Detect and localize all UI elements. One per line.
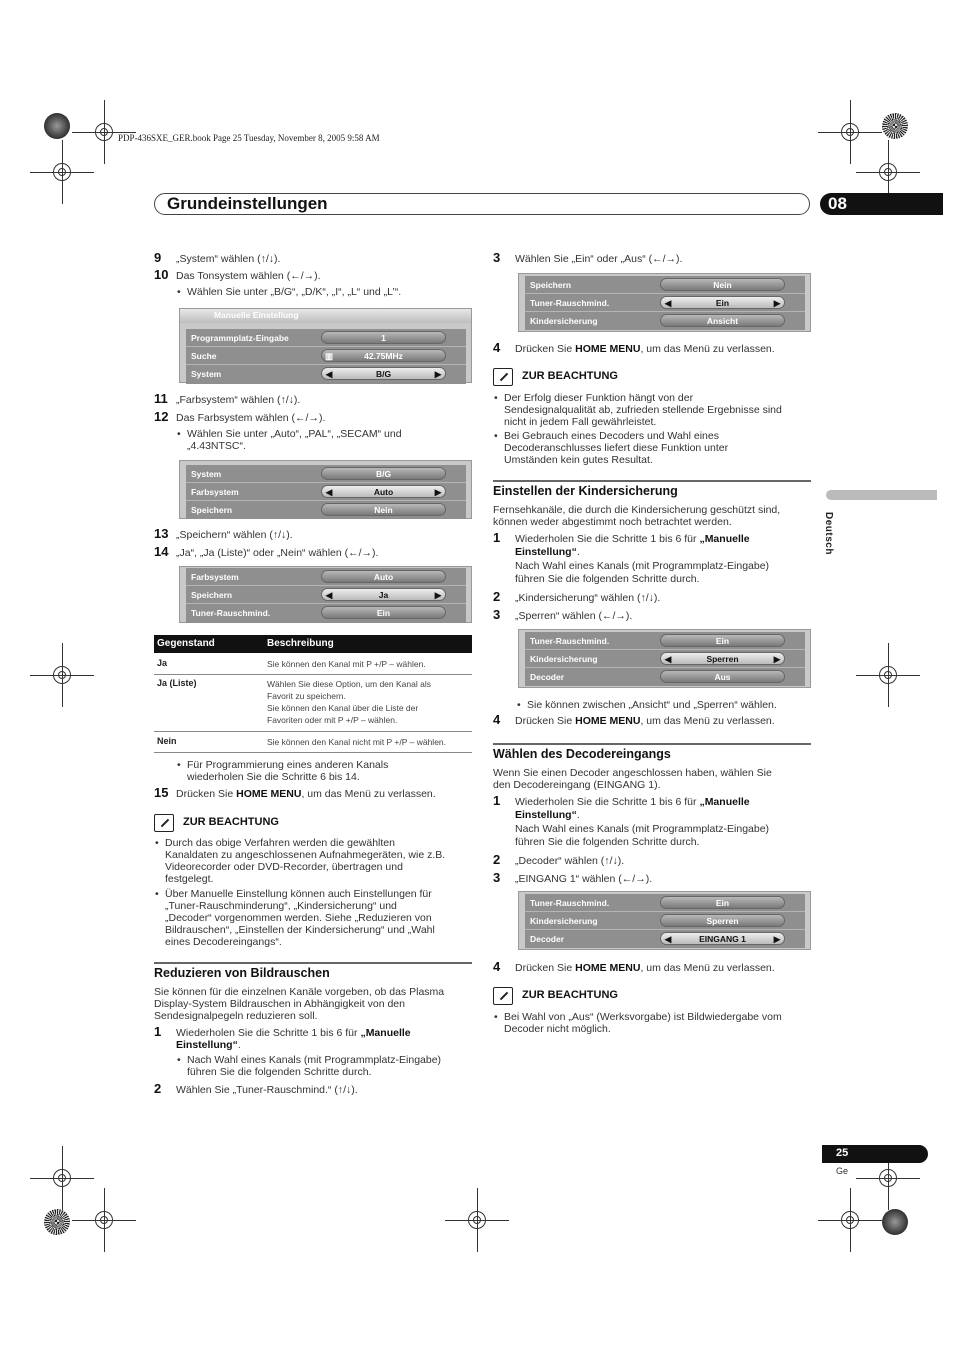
osd-value (660, 278, 785, 291)
osd-row-label: Tuner-Rauschmind. (530, 298, 610, 308)
step-text: „Farbsystem“ wählen (↑/↓). (176, 394, 301, 406)
note-text: Sendesignalqualität ab, zufrieden stellende Ergebnisse sind (504, 404, 782, 416)
page-title: Grundeinstellungen (167, 194, 328, 213)
table-header (154, 635, 472, 653)
osd-title: Manuelle Einstellung (214, 310, 299, 320)
osd-value-text: Auto (373, 487, 394, 497)
section-intro: Display-System Bildrauschen in Abhängigkeit von den (154, 998, 405, 1010)
osd-row (186, 604, 466, 622)
step-number: 2 (154, 1081, 162, 1096)
page-language-code: Ge (836, 1166, 849, 1176)
osd-value (660, 670, 785, 683)
osd-row (186, 501, 466, 519)
osd-row-label: Kindersicherung (530, 654, 598, 664)
osd-row (525, 276, 805, 294)
step-text: Einstellung“. (176, 1039, 241, 1051)
osd-row-label: Speichern (191, 505, 233, 515)
arrow-right-icon: ▶ (773, 298, 781, 308)
table-row (154, 675, 472, 732)
bullet-text-cont: führen Sie die folgenden Schritte durch. (187, 1066, 372, 1078)
osd-row (525, 912, 805, 930)
osd-list (186, 329, 466, 384)
osd-row (186, 365, 466, 383)
arrow-left-icon: ◀ (664, 934, 672, 944)
note-text: Decoder nicht möglich. (504, 1023, 611, 1035)
osd-value-text: B/G (375, 369, 392, 379)
table-cell: Nein (157, 736, 177, 746)
language-tab (826, 490, 937, 500)
table-cell: Sie können den Kanal über die Liste der (267, 703, 419, 713)
osd-value-text: Sperren (706, 916, 739, 926)
osd-row-label: Farbsystem (191, 572, 239, 582)
step-text: „Sperren“ wählen (←/→). (515, 610, 633, 622)
note-bullet: • Bei Wahl von „Aus“ (Werksvorgabe) ist Bildwiedergabe vom (504, 1011, 782, 1023)
arrow-left-icon: ◀ (325, 590, 333, 600)
osd-value-text: Auto (373, 572, 394, 582)
step-text: Das Farbsystem wählen (←/→). (176, 412, 326, 424)
step-text: Wählen Sie „Ein“ oder „Aus“ (←/→). (515, 253, 683, 265)
step-number: 12 (154, 409, 169, 424)
registration-mark (44, 154, 80, 190)
step-number: 3 (493, 870, 501, 885)
step-text: Drücken Sie HOME MENU, um das Menü zu verlassen. (515, 962, 775, 974)
table-cell: Wählen Sie diese Option, um den Kanal als (267, 679, 431, 689)
osd-value-text: Nein (713, 280, 732, 290)
step-number: 3 (493, 607, 501, 622)
step-text: Wiederholen Sie die Schritte 1 bis 6 für „Manuelle (515, 533, 750, 545)
bullet-text: • Sie können zwischen „Ansicht“ und „Sperren“ wählen. (527, 699, 777, 711)
note-text: „Decoder“ vorgenommen werden. Siehe „Reduzieren von (165, 912, 432, 924)
step-number: 14 (154, 544, 169, 559)
step-subtext: Nach Wahl eines Kanals (mit Programmplatz-Eingabe) (515, 823, 770, 835)
osd-value (321, 349, 446, 362)
arrow-left-icon: ◀ (325, 487, 333, 497)
step-text: Einstellung“. (515, 546, 580, 558)
step-number: 1 (154, 1024, 162, 1039)
osd-row (525, 294, 805, 312)
osd-panel (179, 566, 472, 623)
osd-panel (518, 629, 811, 688)
osd-panel (179, 308, 472, 383)
note-text: festgelegt. (165, 873, 214, 885)
osd-value-selected (321, 367, 446, 380)
color-target (882, 113, 908, 139)
bullet-text: • Wählen Sie unter „B/G“, „D/K“, „I“, „L“ und „L’“. (187, 286, 401, 298)
table-cell: Ja (Liste) (157, 678, 197, 688)
osd-row-label: Decoder (530, 672, 565, 682)
step-number: 1 (493, 793, 501, 808)
osd-row-label: System (191, 369, 222, 379)
step-subtext: Nach Wahl eines Kanals (mit Programmplatz-Eingabe) (515, 560, 770, 572)
note-text: Bildrauschen“, „Einstellen der Kindersicherung“ und „Wahl (165, 924, 435, 936)
osd-list (186, 568, 466, 623)
arrow-left-icon: ◀ (325, 369, 333, 379)
arrow-right-icon: ▶ (434, 590, 442, 600)
osd-value (321, 503, 446, 516)
osd-row (525, 632, 805, 650)
step-text: Das Tonsystem wählen (←/→). (176, 270, 321, 282)
page-number-badge (822, 1145, 928, 1163)
note-text: eines Decodereingangs“. (165, 936, 282, 948)
color-target (44, 113, 70, 139)
table-row (154, 653, 472, 675)
osd-value-text: Ein (715, 898, 730, 908)
registration-mark (86, 1202, 122, 1238)
osd-row-label: Programmplatz-Eingabe (191, 333, 289, 343)
note-title: ZUR BEACHTUNG (522, 370, 618, 382)
osd-row (186, 465, 466, 483)
color-target (44, 1209, 70, 1235)
note-text: Kanaldaten zu angeschlossenen Aufnahmegeräten, wie z.B. (165, 849, 446, 861)
step-number: 9 (154, 250, 162, 265)
registration-mark (86, 114, 122, 150)
page-number: 25 (836, 1147, 849, 1159)
osd-row (525, 312, 805, 330)
note-text: Umständen kein gutes Resultat. (504, 454, 653, 466)
osd-panel (518, 273, 811, 332)
chapter-number-badge (820, 193, 943, 215)
step-number: 13 (154, 526, 169, 541)
osd-value-text: Ein (715, 636, 730, 646)
osd-value (321, 467, 446, 480)
note-bullet: • Über Manuelle Einstellung können auch Einstellungen für (165, 888, 432, 900)
step-number: 4 (493, 959, 501, 974)
table-header-cell: Beschreibung (267, 638, 334, 649)
osd-row (525, 668, 805, 686)
registration-mark (832, 1202, 868, 1238)
note-text: „Tuner-Rauschminderung“, „Kindersicherung“ und (165, 900, 397, 912)
step-text: „Ja“, „Ja (Liste)“ oder „Nein“ wählen (←/→). (176, 547, 379, 559)
osd-row-label: Tuner-Rauschmind. (530, 636, 610, 646)
osd-list (525, 276, 805, 330)
osd-list (525, 894, 805, 948)
step-text: Drücken Sie HOME MENU, um das Menü zu verlassen. (515, 715, 775, 727)
bullet-text-cont: „4.43NTSC“. (187, 440, 246, 452)
step-number: 2 (493, 589, 501, 604)
osd-row-label: Speichern (191, 590, 233, 600)
table-cell: Ja (157, 658, 168, 668)
note-icon (154, 814, 174, 832)
table-cell: Sie können den Kanal nicht mit P +/P – wählen. (267, 737, 447, 747)
file-line: PDP-436SXE_GER.book Page 25 Tuesday, November 8, 2005 9:58 AM (118, 133, 380, 143)
osd-value-selected (660, 652, 785, 665)
osd-value-selected (321, 485, 446, 498)
chapter-header (154, 193, 810, 215)
step-text: „System“ wählen (↑/↓). (176, 253, 281, 265)
step-text: Drücken Sie HOME MENU, um das Menü zu verlassen. (176, 788, 436, 800)
registration-mark (44, 1160, 80, 1196)
osd-row-label: Suche (191, 351, 217, 361)
chapter-number: 08 (828, 194, 847, 213)
section-intro: Wenn Sie einen Decoder angeschlossen haben, wählen Sie (493, 767, 772, 779)
osd-row (186, 586, 466, 604)
step-number: 15 (154, 785, 169, 800)
osd-value (660, 914, 785, 927)
search-icon: ▥ (324, 351, 334, 361)
osd-value (321, 606, 446, 619)
section-intro: Sendesignalpegeln reduzieren soll. (154, 1010, 318, 1022)
section-intro: Sie können für die einzelnen Kanäle vorgeben, ob das Plasma (154, 986, 445, 998)
color-target (882, 1209, 908, 1235)
table-cell: Sie können den Kanal mit P +/P – wählen. (267, 659, 426, 669)
step-number: 2 (493, 852, 501, 867)
osd-value-text: Ein (715, 298, 730, 308)
section-rule (493, 480, 811, 482)
osd-row (186, 329, 466, 347)
step-number: 11 (154, 391, 168, 406)
osd-value (321, 570, 446, 583)
section-rule (493, 743, 811, 745)
bullet-text: • Nach Wahl eines Kanals (mit Programmplatz-Eingabe) (187, 1054, 441, 1066)
note-icon (493, 368, 513, 386)
section-intro: können weder abgestimmt noch betrachtet werden. (493, 516, 732, 528)
registration-mark (870, 1160, 906, 1196)
osd-row-label: Kindersicherung (530, 916, 598, 926)
osd-value-selected (321, 588, 446, 601)
step-text: „Speichern“ wählen (↑/↓). (176, 529, 293, 541)
osd-row (186, 568, 466, 586)
osd-row (525, 894, 805, 912)
osd-row-label: Speichern (530, 280, 572, 290)
osd-row-label: Decoder (530, 934, 565, 944)
osd-row-label: Farbsystem (191, 487, 239, 497)
step-number: 1 (493, 530, 501, 545)
osd-row-label: Tuner-Rauschmind. (191, 608, 271, 618)
osd-list (186, 465, 466, 519)
osd-value (660, 896, 785, 909)
note-text: Videorecorder oder DVD-Recorder, übertragen und (165, 861, 403, 873)
step-subtext: führen Sie die folgenden Schritte durch. (515, 836, 700, 848)
osd-row (525, 930, 805, 948)
osd-value-text: Ja (378, 590, 389, 600)
step-number: 10 (154, 267, 169, 282)
step-text: Wiederholen Sie die Schritte 1 bis 6 für „Manuelle (176, 1027, 411, 1039)
arrow-right-icon: ▶ (434, 487, 442, 497)
step-text: Drücken Sie HOME MENU, um das Menü zu verlassen. (515, 343, 775, 355)
osd-panel (179, 460, 472, 519)
osd-row (186, 483, 466, 501)
registration-mark (870, 657, 906, 693)
registration-mark (459, 1202, 495, 1238)
note-text: nicht in jedem Fall gewährleistet. (504, 416, 657, 428)
arrow-right-icon: ▶ (773, 654, 781, 664)
step-number: 4 (493, 712, 501, 727)
step-text: Wiederholen Sie die Schritte 1 bis 6 für „Manuelle (515, 796, 750, 808)
osd-value-selected (660, 296, 785, 309)
step-number: 4 (493, 340, 501, 355)
osd-value-text: Ein (376, 608, 391, 618)
osd-row (525, 650, 805, 668)
registration-mark (44, 657, 80, 693)
note-title: ZUR BEACHTUNG (522, 989, 618, 1001)
osd-value-text: Sperren (706, 654, 739, 664)
osd-value-text: Ansicht (706, 316, 739, 326)
section-title: Wählen des Decodereingangs (493, 747, 671, 761)
section-rule (154, 962, 472, 964)
step-text: „Kindersicherung“ wählen (↑/↓). (515, 592, 661, 604)
table-cell: Favorit zu speichern. (267, 691, 346, 701)
osd-value-text: B/G (375, 469, 392, 479)
osd-value-text: Nein (374, 505, 393, 515)
registration-mark (832, 114, 868, 150)
note-icon (493, 987, 513, 1005)
osd-value-text: EINGANG 1 (699, 934, 746, 944)
bullet-text: • Für Programmierung eines anderen Kanals (187, 759, 388, 771)
osd-title-bar (180, 309, 471, 323)
osd-value-text: 1 (381, 333, 386, 343)
osd-value-selected (660, 932, 785, 945)
step-text: Einstellung“. (515, 809, 580, 821)
osd-value-text: Aus (714, 672, 731, 682)
step-text: Wählen Sie „Tuner-Rauschmind.“ (↑/↓). (176, 1084, 358, 1096)
note-bullet: • Durch das obige Verfahren werden die gewählten (165, 837, 395, 849)
section-intro: den Decodereingang (EINGANG 1). (493, 779, 661, 791)
osd-panel (518, 891, 811, 950)
step-number: 3 (493, 250, 501, 265)
osd-row-label: Tuner-Rauschmind. (530, 898, 610, 908)
note-title: ZUR BEACHTUNG (183, 816, 279, 828)
step-subtext: führen Sie die folgenden Schritte durch. (515, 573, 700, 585)
osd-value (321, 331, 446, 344)
osd-value-text: 42.75MHz (364, 351, 403, 361)
table-row (154, 732, 472, 753)
section-title: Einstellen der Kindersicherung (493, 484, 678, 498)
table-header-cell: Gegenstand (157, 638, 215, 649)
language-label: Deutsch (823, 512, 834, 555)
osd-value (660, 634, 785, 647)
note-bullet: • Der Erfolg dieser Funktion hängt von der (504, 392, 693, 404)
osd-value (660, 314, 785, 327)
osd-row-label: Kindersicherung (530, 316, 598, 326)
note-bullet: • Bei Gebrauch eines Decoders und Wahl eines (504, 430, 719, 442)
arrow-right-icon: ▶ (434, 369, 442, 379)
bullet-text: • Wählen Sie unter „Auto“, „PAL“, „SECAM“ und (187, 428, 402, 440)
step-text: „EINGANG 1“ wählen (←/→). (515, 873, 653, 885)
arrow-left-icon: ◀ (664, 298, 672, 308)
registration-mark (870, 154, 906, 190)
section-intro: Fernsehkanäle, die durch die Kindersicherung geschützt sind, (493, 504, 781, 516)
note-text: Decoderanschlusses liefert diese Funktion unter (504, 442, 729, 454)
step-text: „Decoder“ wählen (↑/↓). (515, 855, 625, 867)
section-title: Reduzieren von Bildrauschen (154, 966, 330, 980)
osd-list (525, 632, 805, 686)
osd-row (186, 347, 466, 365)
table-cell: Favoriten oder mit P +/P – wählen. (267, 715, 398, 725)
arrow-left-icon: ◀ (664, 654, 672, 664)
osd-row-label: System (191, 469, 222, 479)
arrow-right-icon: ▶ (773, 934, 781, 944)
bullet-text-cont: wiederholen Sie die Schritte 6 bis 14. (187, 771, 360, 783)
